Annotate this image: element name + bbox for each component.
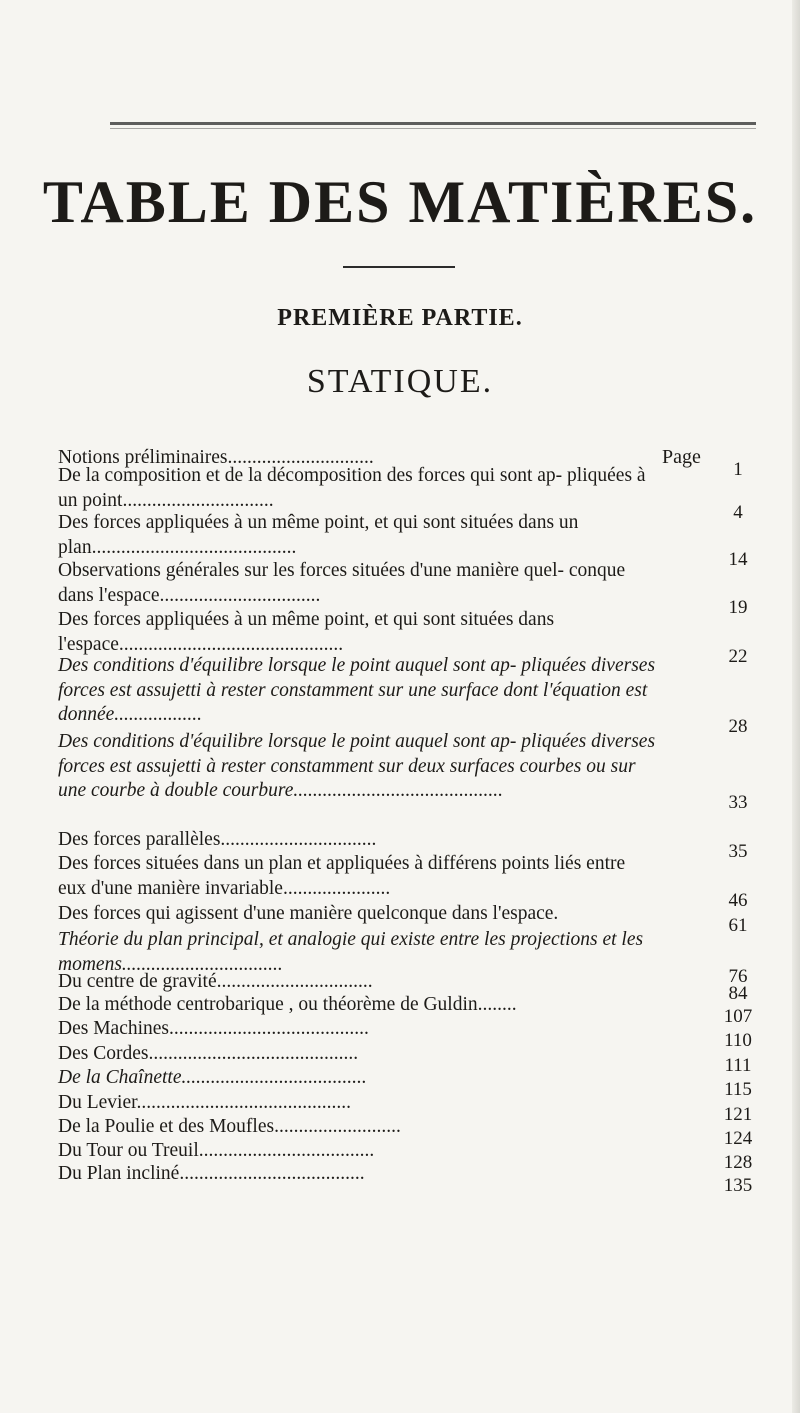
toc-entry-title: Des forces parallèles................................ bbox=[58, 829, 377, 850]
toc-entry-title: Des forces appliquées à un même point, et qui sont situées dans un plan.......................................... bbox=[58, 512, 579, 558]
toc-entry-title: Du Plan incliné...................................... bbox=[58, 1163, 365, 1184]
toc-entry bbox=[58, 1139, 753, 1173]
page-edge bbox=[792, 0, 800, 1413]
toc-entry-title: Des forces appliquées à un même point, et qui sont situées dans l'espace.............................................. bbox=[58, 609, 555, 655]
toc-entry bbox=[58, 730, 748, 813]
page-column-header: Page bbox=[662, 446, 701, 468]
toc-entry-page: 84 bbox=[728, 983, 748, 1004]
toc-entry bbox=[58, 852, 748, 911]
toc-entry-title: Du Tour ou Treuil.................................... bbox=[58, 1140, 375, 1161]
toc-entry-title: Des conditions d'équilibre lorsque le point auquel sont ap- pliquées diverses forces est assujetti à rester constamment sur deux surfaces courbes ou sur une courbe à double courbure........................................... bbox=[58, 731, 656, 801]
page-title: TABLE DES MATIÈRES. bbox=[42, 169, 758, 235]
part-heading: PREMIÈRE PARTIE. bbox=[277, 305, 523, 331]
toc-entry-page: 22 bbox=[728, 645, 748, 667]
section-heading: STATIQUE. bbox=[306, 363, 494, 400]
toc-entry-page: 115 bbox=[724, 1079, 752, 1100]
toc-entry-title: Des conditions d'équilibre lorsque le point auquel sont ap- pliquées diverses forces est assujetti à rester constamment sur une surface dont l'équation est donnée.................. bbox=[58, 655, 656, 725]
toc-entry bbox=[58, 608, 748, 667]
toc-entry bbox=[58, 511, 748, 570]
toc-entry-page: 111 bbox=[724, 1055, 752, 1076]
toc-entry bbox=[58, 1115, 753, 1149]
toc-entry-page: 135 bbox=[723, 1175, 753, 1196]
toc-entry-title: De la Poulie et des Moufles.......................... bbox=[58, 1116, 401, 1137]
toc-entry-page: 107 bbox=[723, 1006, 753, 1027]
toc-entry-page: 28 bbox=[728, 716, 748, 737]
title-divider bbox=[343, 266, 455, 268]
toc-entry-page: 46 bbox=[728, 889, 748, 911]
toc-entry bbox=[58, 464, 743, 523]
toc-entry-title: De la composition et de la décomposition des forces qui sont ap- pliquées à un point............................... bbox=[58, 465, 646, 511]
toc-entry-title: Des Machines......................................... bbox=[58, 1018, 369, 1039]
toc-entry-page: 110 bbox=[724, 1030, 752, 1051]
toc-entry bbox=[58, 1091, 753, 1125]
toc-entry-page: 4 bbox=[733, 501, 743, 523]
toc-entry-title: Observations générales sur les forces situées d'une manière quel- conque dans l'espace................................. bbox=[58, 560, 626, 606]
toc-entry bbox=[58, 1017, 752, 1051]
toc-entry-page: 124 bbox=[723, 1128, 753, 1149]
toc-entry-title: Du Levier............................................ bbox=[58, 1092, 352, 1113]
toc-entry-page: 128 bbox=[723, 1152, 753, 1173]
toc-entry-title: De la Chaînette...................................... bbox=[58, 1067, 367, 1088]
top-rule bbox=[110, 122, 756, 125]
toc-entry-page: 19 bbox=[728, 596, 748, 618]
toc-entry-page: 14 bbox=[728, 548, 748, 570]
toc-entry-title: Théorie du plan principal, et analogie qui existe entre les projections et les momens................................. bbox=[58, 929, 644, 975]
toc-entry-title: Des forces qui agissent d'une manière quelconque dans l'espace. bbox=[58, 903, 559, 924]
toc-entry-page: 61 bbox=[728, 915, 748, 936]
toc-entry-page: 33 bbox=[728, 792, 748, 813]
toc-entry-page: 76 bbox=[728, 965, 748, 987]
toc-entry bbox=[58, 828, 748, 862]
toc-entry-page: 1 bbox=[733, 459, 743, 480]
toc-entry-title: Notions préliminaires.............................. bbox=[58, 447, 374, 468]
toc-entry-title: Du centre de gravité................................ bbox=[58, 971, 373, 992]
top-rule-thin bbox=[110, 128, 756, 129]
toc-entry-title: Des forces situées dans un plan et appliquées à différens points liés entre eux d'une manière invariable...................... bbox=[58, 853, 626, 899]
toc-entry-title: De la méthode centrobarique , ou théorème de Guldin........ bbox=[58, 994, 517, 1015]
toc-entry bbox=[58, 1042, 752, 1076]
toc-entry-page: 121 bbox=[723, 1104, 753, 1125]
toc-entry-page: 35 bbox=[728, 841, 748, 862]
toc-entry-title: Des Cordes........................................... bbox=[58, 1043, 359, 1064]
toc-entry bbox=[58, 902, 748, 936]
toc-entry bbox=[58, 1066, 752, 1100]
